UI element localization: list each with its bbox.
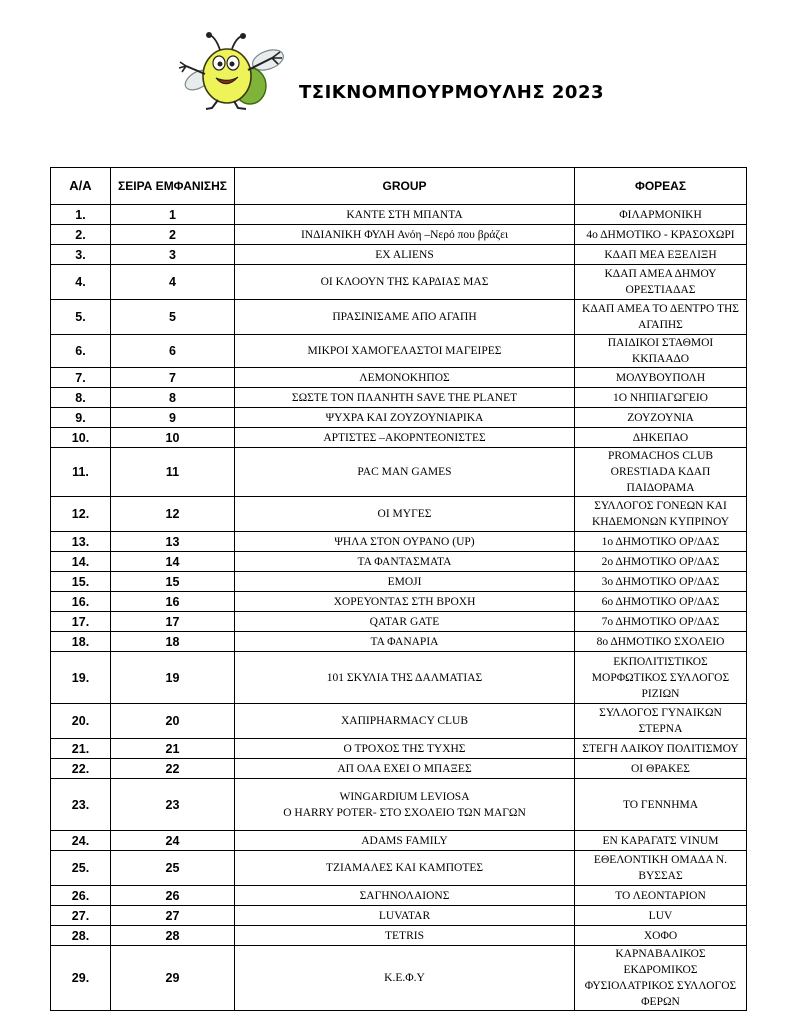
organization-name: ΚΔΑΠ ΜΕΑ ΕΞΕΛΙΞΗ [575,245,747,265]
group-name: ΣΩΣΤΕ ΤΟΝ ΠΛΑΝΗΤΗ SAVE THE PLANET [235,388,575,408]
appearance-order: 2 [111,225,235,245]
group-name: ΨΥΧΡΑ ΚΑΙ ΖΟΥΖΟΥΝΙΑΡΙΚΑ [235,408,575,428]
appearance-order: 19 [111,652,235,704]
organization-name: ΜΟΛΥΒΟΥΠΟΛΗ [575,368,747,388]
group-name: ΟΙ ΜΥΓΕΣ [235,497,575,532]
row-number: 8. [51,388,111,408]
table-row [51,851,747,886]
appearance-order: 26 [111,886,235,906]
group-name: EMOJI [235,572,575,592]
group-name: ADAMS FAMILY [235,831,575,851]
appearance-order: 11 [111,448,235,497]
group-name: ΨΗΛΑ ΣΤΟΝ ΟΥΡΑΝΟ (UP) [235,532,575,552]
group-name: ΙΝΔΙΑΝΙΚΗ ΦΥΛΗ Ανόη –Νερό που βράζει [235,225,575,245]
group-name: TETRIS [235,926,575,946]
row-number: 7. [51,368,111,388]
appearance-order: 1 [111,205,235,225]
row-number: 18. [51,632,111,652]
table-row [51,592,747,612]
group-name: ΟΙ ΚΛΟΟΥΝ ΤΗΣ ΚΑΡΔΙΑΣ ΜΑΣ [235,265,575,300]
organization-name: LUV [575,906,747,926]
row-number: 9. [51,408,111,428]
column-header-organization: ΦΟΡΕΑΣ [575,168,747,205]
row-number: 22. [51,759,111,779]
appearance-order: 10 [111,428,235,448]
row-number: 6. [51,335,111,368]
row-number: 16. [51,592,111,612]
table-row [51,946,747,1011]
row-number: 20. [51,704,111,739]
bee-mascot-icon [172,30,290,112]
table-row [51,388,747,408]
group-name: EX ALIENS [235,245,575,265]
organization-name: ΦΙΛΑΡΜΟΝΙΚΗ [575,205,747,225]
table-row [51,408,747,428]
group-name: ΣΑΓΗΝΟΛΑΙΟΝΣ [235,886,575,906]
group-name: ΛΕΜΟΝΟΚΗΠΟΣ [235,368,575,388]
table-row [51,335,747,368]
organization-name: 4ο ΔΗΜΟΤΙΚΟ - ΚΡΑΣΟΧΩΡΙ [575,225,747,245]
organization-name: 1Ο ΝΗΠΙΑΓΩΓΕΙΟ [575,388,747,408]
table-row [51,612,747,632]
roster-table [50,167,747,1011]
appearance-order: 14 [111,552,235,572]
appearance-order: 25 [111,851,235,886]
organization-name: ΧΟΦΟ [575,926,747,946]
row-number: 1. [51,205,111,225]
page-title: ΤΣΙΚΝΟΜΠΟΥΡΜΟΥΛΗΣ 2023 [299,82,604,103]
table-row [51,300,747,335]
group-name: PAC MAN GAMES [235,448,575,497]
table-row [51,368,747,388]
table-row [51,532,747,552]
organization-name: PROMACHOS CLUB ORESTIADA ΚΔΑΠ ΠΑΙΔΟΡΑΜΑ [575,448,747,497]
row-number: 27. [51,906,111,926]
group-name: ΤΑ ΦΑΝΑΡΙΑ [235,632,575,652]
row-number: 5. [51,300,111,335]
organization-name: 1ο ΔΗΜΟΤΙΚΟ ΟΡ/ΔΑΣ [575,532,747,552]
row-number: 10. [51,428,111,448]
organization-name: ΣΤΕΓΗ ΛΑΙΚΟΥ ΠΟΛΙΤΙΣΜΟΥ [575,739,747,759]
organization-name: ΟΙ ΘΡΑΚΕΣ [575,759,747,779]
group-name: ΤΑ ΦΑΝΤΑΣΜΑΤΑ [235,552,575,572]
appearance-order: 22 [111,759,235,779]
row-number: 19. [51,652,111,704]
table-row [51,759,747,779]
organization-name: ΕΘΕΛΟΝΤΙΚΗ ΟΜΑΔΑ Ν. ΒΥΣΣΑΣ [575,851,747,886]
organization-name: 7ο ΔΗΜΟΤΙΚΟ ΟΡ/ΔΑΣ [575,612,747,632]
table-row [51,906,747,926]
row-number: 28. [51,926,111,946]
appearance-order: 24 [111,831,235,851]
table-row [51,632,747,652]
row-number: 17. [51,612,111,632]
appearance-order: 4 [111,265,235,300]
organization-name: ΤΟ ΓΕΝΝΗΜΑ [575,779,747,831]
table-row [51,245,747,265]
table-row [51,739,747,759]
table-row [51,652,747,704]
group-name: QATAR GATE [235,612,575,632]
appearance-order: 15 [111,572,235,592]
appearance-order: 28 [111,926,235,946]
organization-name: ΕΝ ΚΑΡΑΓΑΤΣ VINUM [575,831,747,851]
group-name-line: WINGARDIUM LEVIOSA [339,790,470,803]
row-number: 14. [51,552,111,572]
table-row [51,265,747,300]
group-name: ΧΟΡΕΥΟΝΤΑΣ ΣΤΗ ΒΡΟΧΗ [235,592,575,612]
organization-name: ΖΟΥΖΟΥΝΙΑ [575,408,747,428]
organization-name: ΚΑΡΝΑΒΑΛΙΚΟΣ ΕΚΔΡΟΜΙΚΟΣ ΦΥΣΙΟΛΑΤΡΙΚΟΣ ΣΥΛΛΟΓΟΣ ΦΕΡΩΝ [575,946,747,1011]
row-number: 12. [51,497,111,532]
group-name: LUVATAR [235,906,575,926]
appearance-order: 29 [111,946,235,1011]
group-name: ΑΠ ΟΛΑ ΕΧΕΙ Ο ΜΠΑΞΕΣ [235,759,575,779]
appearance-order: 9 [111,408,235,428]
organization-name: ΚΔΑΠ ΑΜΕΑ ΤΟ ΔΕΝΤΡΟ ΤΗΣ ΑΓΑΠΗΣ [575,300,747,335]
group-name: ΑΡΤΙΣΤΕΣ –ΑΚΟΡΝΤΕΟΝΙΣΤΕΣ [235,428,575,448]
table-row [51,428,747,448]
group-name: ΤΖΙΑΜΑΛΕΣ ΚΑΙ ΚΑΜΠΟΤΕΣ [235,851,575,886]
appearance-order: 18 [111,632,235,652]
column-header-sequence: ΣΕΙΡΑ ΕΜΦΑΝΙΣΗΣ [111,168,235,205]
table-row [51,552,747,572]
page-header [0,0,794,130]
column-header-aa: Α/Α [51,168,111,205]
table-row [51,497,747,532]
organization-name: ΤΟ ΛΕΟΝΤΑΡΙΟΝ [575,886,747,906]
appearance-order: 27 [111,906,235,926]
appearance-order: 7 [111,368,235,388]
group-name: ΧΑΠΙPHARMACY CLUB [235,704,575,739]
table-row [51,704,747,739]
group-name-line: Ο HARRY POTER- ΣΤΟ ΣΧΟΛΕΙΟ ΤΩΝ ΜΑΓΩΝ [283,806,526,819]
column-header-group: GROUP [235,168,575,205]
organization-name: ΠΑΙΔΙΚΟΙ ΣΤΑΘΜΟΙ ΚΚΠΑΑΔΟ [575,335,747,368]
organization-name: ΚΔΑΠ ΑΜΕΑ ΔΗΜΟΥ ΟΡΕΣΤΙΑΔΑΣ [575,265,747,300]
appearance-order: 21 [111,739,235,759]
row-number: 13. [51,532,111,552]
row-number: 15. [51,572,111,592]
table-header-row [51,168,747,205]
appearance-order: 17 [111,612,235,632]
row-number: 25. [51,851,111,886]
row-number: 21. [51,739,111,759]
organization-name: 2ο ΔΗΜΟΤΙΚΟ ΟΡ/ΔΑΣ [575,552,747,572]
table-row [51,831,747,851]
group-name: Κ.Ε.Φ.Υ [235,946,575,1011]
organization-name: ΣΥΛΛΟΓΟΣ ΓΟΝΕΩΝ ΚΑΙ ΚΗΔΕΜΟΝΩΝ ΚΥΠΡΙΝΟΥ [575,497,747,532]
table-row [51,205,747,225]
organization-name: ΣΥΛΛΟΓΟΣ ΓΥΝΑΙΚΩΝ ΣΤΕΡΝΑ [575,704,747,739]
group-name: 101 ΣΚΥΛΙΑ ΤΗΣ ΔΑΛΜΑΤΙΑΣ [235,652,575,704]
table-row [51,886,747,906]
table-row [51,779,747,831]
row-number: 24. [51,831,111,851]
appearance-order: 13 [111,532,235,552]
row-number: 4. [51,265,111,300]
appearance-order: 23 [111,779,235,831]
row-number: 11. [51,448,111,497]
table-row [51,572,747,592]
appearance-order: 12 [111,497,235,532]
organization-name: 8ο ΔΗΜΟΤΙΚΟ ΣΧΟΛΕΙΟ [575,632,747,652]
group-name: ΜΙΚΡΟΙ ΧΑΜΟΓΕΛΑΣΤΟΙ ΜΑΓΕΙΡΕΣ [235,335,575,368]
appearance-order: 8 [111,388,235,408]
table-row [51,225,747,245]
appearance-order: 16 [111,592,235,612]
appearance-order: 3 [111,245,235,265]
organization-name: ΔΗΚΕΠΑΟ [575,428,747,448]
appearance-order: 5 [111,300,235,335]
table-row [51,926,747,946]
organization-name: 6ο ΔΗΜΟΤΙΚΟ ΟΡ/ΔΑΣ [575,592,747,612]
table-row [51,448,747,497]
appearance-order: 6 [111,335,235,368]
group-name: ΠΡΑΣΙΝΙΣΑΜΕ ΑΠΟ ΑΓΑΠΗ [235,300,575,335]
organization-name: 3ο ΔΗΜΟΤΙΚΟ ΟΡ/ΔΑΣ [575,572,747,592]
group-name: ΚΑΝΤΕ ΣΤΗ ΜΠΑΝΤΑ [235,205,575,225]
appearance-order: 20 [111,704,235,739]
row-number: 26. [51,886,111,906]
organization-name: ΕΚΠΟΛΙΤΙΣΤΙΚΟΣ ΜΟΡΦΩΤΙΚΟΣ ΣΥΛΛΟΓΟΣ ΡΙΖΙΩΝ [575,652,747,704]
group-name [235,779,575,831]
row-number: 23. [51,779,111,831]
row-number: 29. [51,946,111,1011]
row-number: 2. [51,225,111,245]
row-number: 3. [51,245,111,265]
group-name: Ο ΤΡΟΧΟΣ ΤΗΣ ΤΥΧΗΣ [235,739,575,759]
